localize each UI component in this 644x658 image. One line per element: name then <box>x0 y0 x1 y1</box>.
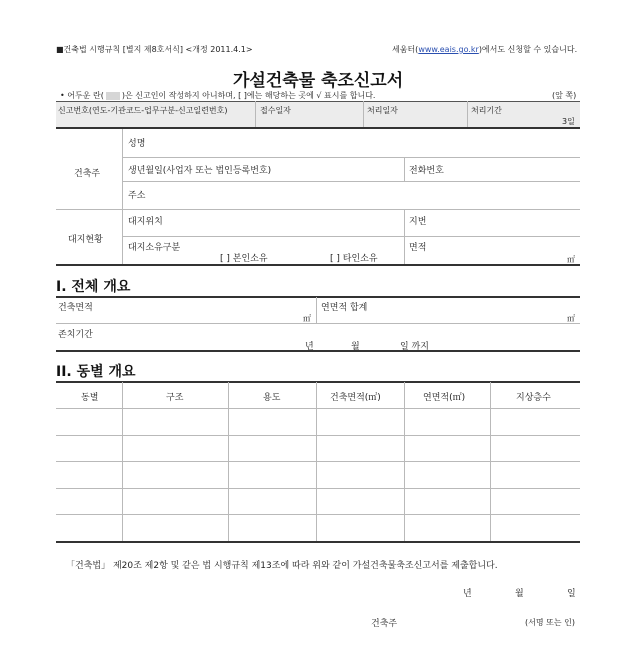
submit-day[interactable]: 일 <box>567 589 576 599</box>
site-area-label[interactable]: 면적 <box>409 243 427 253</box>
processing-period-value: 3일 <box>562 117 575 126</box>
other-ownership-checkbox[interactable]: [ ] 타인소유 <box>330 254 378 264</box>
overall-section-heading: I. 전체 개요 <box>56 279 131 295</box>
owner-address-label[interactable]: 주소 <box>128 191 146 201</box>
site-area-unit: ㎡ <box>567 255 575 264</box>
signer-label: 건축주 <box>371 619 398 629</box>
total-floor-area-label[interactable]: 연면적 합계 <box>321 303 368 313</box>
table-row[interactable] <box>56 435 580 436</box>
table-row[interactable] <box>56 488 580 489</box>
own-ownership-checkbox[interactable]: [ ] 본인소유 <box>220 254 268 264</box>
duration-label: 존치기간 <box>58 330 93 340</box>
regulation-label: ■건축법 시행규칙 [별지 제8호서식] <개정 2011.4.1> <box>56 45 253 54</box>
table-row[interactable] <box>56 461 580 462</box>
form-title: 가설건축물 축조신고서 <box>233 71 404 91</box>
building-area-label[interactable]: 건축면적 <box>58 303 93 313</box>
col-structure: 구조 <box>166 393 184 403</box>
duration-year[interactable]: 년 <box>305 342 314 352</box>
submit-year[interactable]: 년 <box>463 589 472 599</box>
col-floor-area: 연면적(㎡) <box>423 393 466 403</box>
instruction-text <box>60 90 375 101</box>
eais-link[interactable]: www.eais.go.kr <box>418 45 479 54</box>
site-notice <box>392 44 577 55</box>
duration-day-until[interactable]: 일 까지 <box>400 342 429 352</box>
owner-name-label[interactable]: 성명 <box>128 139 146 149</box>
per-building-section-heading: II. 동별 개요 <box>56 364 136 380</box>
building-area-unit: ㎡ <box>303 314 311 323</box>
site-section-label: 대지현황 <box>68 235 103 245</box>
submit-month[interactable]: 월 <box>515 589 524 599</box>
owner-phone-label[interactable]: 전화번호 <box>409 166 444 176</box>
received-date-label: 접수일자 <box>260 106 291 115</box>
instruction-part-a: • 어두운 란( <box>60 91 104 100</box>
owner-birth-label[interactable]: 생년월일(사업자 또는 법인등록번호) <box>128 166 272 176</box>
site-notice-suffix: )에서도 신청할 수 있습니다. <box>478 45 578 54</box>
ownership-label: 대지소유구분 <box>128 243 181 253</box>
lot-number-label[interactable]: 지번 <box>409 217 427 227</box>
instruction-part-b: )은 신고인이 작성하지 아니하며, [ ]에는 해당하는 곳에 √ 표시를 합니다. <box>121 91 376 100</box>
submission-statement: 「건축법」 제20조 제2항 및 같은 법 시행규칙 제13조에 따라 위와 같이 가설건축물축조신고서를 제출합니다. <box>66 561 498 571</box>
page-side-label: (앞 쪽) <box>552 91 577 100</box>
site-notice-prefix: 세움터( <box>392 45 419 54</box>
owner-section-label: 건축주 <box>74 169 101 179</box>
duration-month[interactable]: 월 <box>351 342 360 352</box>
processed-date-label: 처리일자 <box>367 106 398 115</box>
site-location-label[interactable]: 대지위치 <box>128 217 163 227</box>
table-row[interactable] <box>56 514 580 515</box>
report-number-label: 신고번호(연도-기관코드-업무구분-신고일련번호) <box>58 106 228 115</box>
signature-field[interactable]: (서명 또는 인) <box>525 618 575 627</box>
col-use: 용도 <box>263 393 281 403</box>
col-building: 동별 <box>81 393 99 403</box>
col-floors-above: 지상층수 <box>516 393 551 403</box>
col-building-area: 건축면적(㎡) <box>330 393 381 403</box>
total-floor-area-unit: ㎡ <box>567 314 575 323</box>
shaded-cell-sample <box>106 92 120 100</box>
table-row[interactable] <box>56 408 580 409</box>
processing-period-label: 처리기간 <box>471 106 502 115</box>
